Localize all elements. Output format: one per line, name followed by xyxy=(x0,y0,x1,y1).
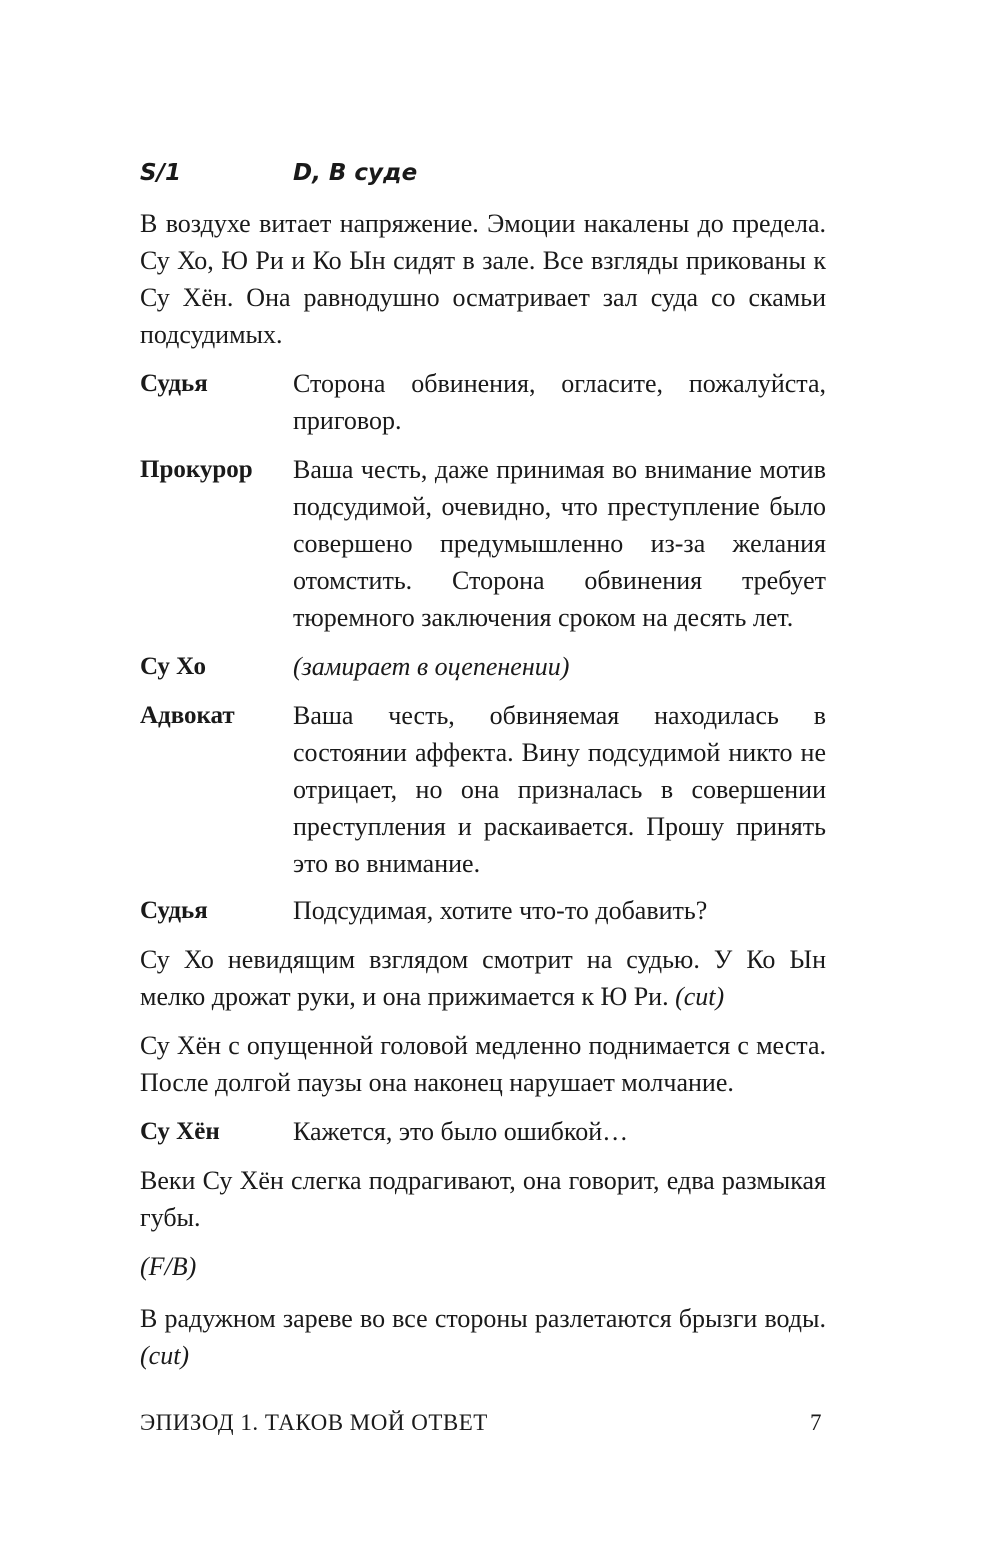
paragraph-action-3: Веки Су Хён слегка подрагивают, она говорит, едва размыкая губы. xyxy=(140,1166,826,1232)
speaker-name: Су Хо xyxy=(140,653,206,680)
speaker-name: Су Хён xyxy=(140,1118,220,1145)
speaker-name: Судья xyxy=(140,370,208,397)
dialogue-block-judge-1 xyxy=(140,365,826,440)
paragraph-text: Су Хо невидящим взглядом смотрит на судью. У Ко Ын мелко дрожат руки, и она прижимается к Ю Ри. xyxy=(140,945,826,1011)
speaker-name: Прокурор xyxy=(140,456,253,483)
paragraph-action-1 xyxy=(140,941,826,1015)
cut-cue: (cut) xyxy=(140,1341,190,1370)
page-footer xyxy=(140,1403,826,1443)
paragraph-intro: В воздухе витает напряжение. Эмоции накалены до предела. Су Хо, Ю Ри и Ко Ын сидят в зале. Все взгляды прикованы к Су Хён. Она равнодушно осматривает зал суда со скамьи подсудимых. xyxy=(140,209,826,349)
stage-direction: (замирает в оцепенении) xyxy=(293,652,570,681)
scene-location: D, В суде xyxy=(293,160,418,186)
dialogue-line: Сторона обвинения, огласите, пожалуйста, приговор. xyxy=(293,369,826,435)
scene-number: S/1 xyxy=(140,160,181,186)
paragraph-action-2: Су Хён с опущенной головой медленно поднимается с места. После долгой паузы она наконец нарушает молчание. xyxy=(140,1031,826,1097)
dialogue-block-lawyer xyxy=(140,697,826,882)
flashback-cue: (F/B) xyxy=(140,1252,197,1281)
dialogue-line: Кажется, это было ошибкой… xyxy=(293,1117,629,1146)
page-number: 7 xyxy=(810,1410,822,1435)
running-title: ЭПИЗОД 1. ТАКОВ МОЙ ОТВЕТ xyxy=(140,1410,488,1435)
dialogue-line: Ваша честь, даже принимая во внимание мотив подсудимой, очевидно, что преступление было совершено предумышленно из-за желания отомстить. Сторона обвинения требует тюремного заключения сроком на десять лет. xyxy=(293,455,826,632)
speaker-name: Судья xyxy=(140,897,208,924)
paragraph-text: В радужном зареве во все стороны разлетаются брызги воды. xyxy=(140,1304,826,1333)
dialogue-line: Ваша честь, обвиняемая находилась в состоянии аффекта. Вину подсудимой никто не отрицает, но она призналась в совершении преступления и раскаивается. Прошу принять это во внимание. xyxy=(293,701,826,878)
speaker-name: Адвокат xyxy=(140,702,235,729)
cut-cue: (cut) xyxy=(675,982,725,1011)
dialogue-block-su-hyon xyxy=(140,1113,826,1150)
dialogue-block-judge-2 xyxy=(140,892,826,929)
dialogue-line: Подсудимая, хотите что-то добавить? xyxy=(293,896,708,925)
dialogue-block-prosecutor xyxy=(140,451,826,636)
scene-heading xyxy=(140,153,840,193)
paragraph-action-4 xyxy=(140,1300,826,1374)
dialogue-block-su-ho xyxy=(140,648,826,685)
